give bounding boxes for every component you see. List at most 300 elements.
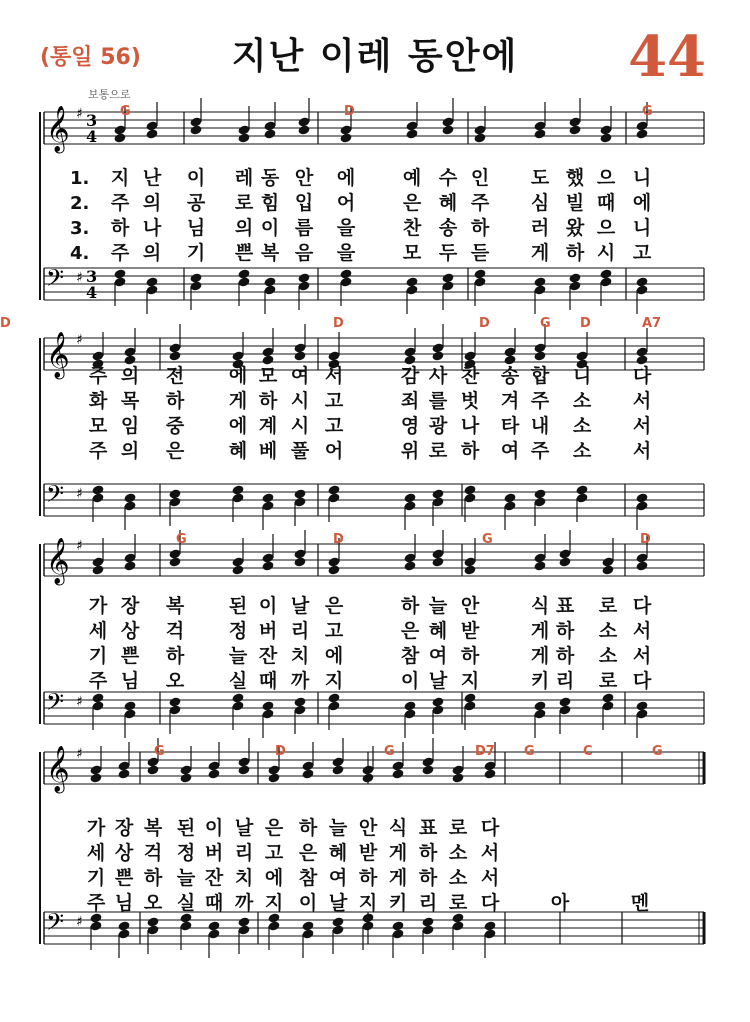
lyric-syllable: 복 [260,242,280,264]
lyric-syllable: 모 [402,242,422,264]
note-head [261,560,274,571]
lyric-syllable: 지 [358,892,378,914]
note-head [89,772,102,783]
note-head [441,124,454,135]
note-head [635,128,648,139]
bass-clef-icon: 𝄢 [46,264,65,297]
lyric-syllable: 된 [228,595,248,617]
chord-symbol: D [333,316,344,331]
lyric-syllable: 소 [448,842,468,864]
lyric-line-verse-2 [0,191,750,216]
lyric-syllable: 서 [632,440,652,462]
lyric-syllable: 동 [260,167,280,189]
lyric-syllable: 니 [572,365,592,387]
lyric-syllable: 까 [234,892,254,914]
lyric-syllable: 여 [500,440,520,462]
time-signature: 3 [86,111,98,130]
chord-symbol: D [344,104,355,119]
lyric-syllable: 서 [632,415,652,437]
lyric-syllable: 듣 [470,242,490,264]
note-head [207,768,220,779]
lyric-syllable: 복 [165,595,185,617]
lyric-syllable: 하 [110,217,130,239]
lyric-syllable: 식 [530,595,550,617]
note-head [301,768,314,779]
lyric-syllable: 를 [428,390,448,412]
note-head [431,556,444,567]
treble-clef-icon: 𝄞 [46,746,70,792]
note-head [601,564,614,575]
note-head [231,564,244,575]
lyric-syllable: 멘 [630,892,650,914]
lyric-syllable: 이 [400,670,420,692]
lyric-syllable: 날 [290,595,310,617]
note-head [189,124,202,135]
lyric-syllable: 시 [290,390,310,412]
lyric-line-verse-1 [0,816,750,841]
lyric-syllable: 하 [565,242,585,264]
lyric-syllable: 다 [480,892,500,914]
lyric-syllable: 의 [120,365,140,387]
lyric-syllable: 러 [530,217,550,239]
lyric-syllable: 난 [142,167,162,189]
lyric-syllable: 하 [358,867,378,889]
lyric-syllable: 전 [165,365,185,387]
lyric-syllable: 로 [598,595,618,617]
lyric-syllable: 하 [418,842,438,864]
lyric-syllable: 때 [204,892,224,914]
lyric-syllable: 치 [290,645,310,667]
note-head [463,564,476,575]
treble-clef-icon: 𝄞 [46,106,70,152]
note-head [483,768,496,779]
lyric-syllable: 리 [555,670,575,692]
chord-symbol: D [580,316,591,331]
lyric-syllable: 세 [88,620,108,642]
note-head [237,132,250,143]
bass-staff [44,688,704,738]
bass-staff [44,480,704,530]
lyric-syllable: 소 [572,440,592,462]
lyric-syllable: 으 [596,217,616,239]
verse-number: 3. [70,218,90,239]
note-head [293,556,306,567]
lyric-syllable: 중 [165,415,185,437]
lyric-syllable: 때 [258,670,278,692]
lyric-syllable: 에 [264,867,284,889]
note-head [391,768,404,779]
lyric-syllable: 하 [400,595,420,617]
lyric-syllable: 겨 [500,390,520,412]
lyric-syllable: 주 [470,192,490,214]
lyric-syllable: 벗 [460,390,480,412]
lyric-line-verse-1 [0,594,750,619]
lyric-syllable: 안 [358,817,378,839]
unified-hymn-number: (통일 56) [40,45,141,70]
treble-staff [44,530,704,586]
note-head [327,564,340,575]
lyric-syllable: 은 [298,842,318,864]
lyric-syllable: 고 [632,242,652,264]
lyric-syllable: 의 [142,242,162,264]
lyric-syllable: 정 [228,620,248,642]
lyric-syllable: 받 [358,842,378,864]
lyric-syllable: 빌 [565,192,585,214]
lyric-syllable: 두 [438,242,458,264]
lyric-syllable: 늘 [428,595,448,617]
lyric-line-verse-3 [0,866,750,891]
lyric-line-verse-3 [0,216,750,241]
lyric-syllable: 로 [448,817,468,839]
lyric-line-verse-3 [0,414,750,439]
lyric-syllable: 하 [165,645,185,667]
lyric-syllable: 혜 [228,440,248,462]
key-sharp-icon: ♯ [76,332,83,348]
lyric-syllable: 모 [258,365,278,387]
lyric-syllable: 하 [555,620,575,642]
verse-number: 4. [70,243,90,264]
lyric-syllable: 참 [400,645,420,667]
lyric-syllable: 내 [530,415,550,437]
lyric-syllable: 소 [448,867,468,889]
lyric-syllable: 실 [176,892,196,914]
bass-staff [44,264,704,314]
note-head [533,560,546,571]
lyric-syllable: 주 [88,670,108,692]
chord-symbol: G [642,104,653,119]
lyric-syllable: 하 [143,867,163,889]
lyric-syllable: 가 [86,817,106,839]
lyric-syllable: 힘 [260,192,280,214]
lyric-syllable: 주 [110,242,130,264]
lyric-syllable: 름 [294,217,314,239]
key-sharp-icon: ♯ [76,106,83,122]
lyric-syllable: 음 [294,242,314,264]
lyric-syllable: 참 [298,867,318,889]
note-head [533,128,546,139]
chord-symbol: D [479,316,490,331]
note-head [179,772,192,783]
lyric-syllable: 주 [530,440,550,462]
lyric-syllable: 서 [632,390,652,412]
note-head [568,124,581,135]
note-head [293,350,306,361]
lyric-syllable: 안 [460,595,480,617]
treble-clef-icon: 𝄞 [46,332,70,378]
lyric-syllable: 걱 [165,620,185,642]
lyric-syllable: 기 [186,242,206,264]
lyric-syllable: 은 [400,620,420,642]
lyric-syllable: 고 [324,390,344,412]
lyric-syllable: 나 [142,217,162,239]
lyric-syllable: 감 [400,365,420,387]
lyric-syllable: 기 [88,645,108,667]
lyric-syllable: 날 [428,670,448,692]
lyric-syllable: 공 [186,192,206,214]
lyric-syllable: 로 [598,670,618,692]
lyric-syllable: 송 [500,365,520,387]
note-head [123,560,136,571]
time-signature: 3 [86,267,98,286]
lyric-syllable: 게 [530,242,550,264]
note-head [558,556,571,567]
lyric-syllable: 하 [165,390,185,412]
lyric-syllable: 은 [264,817,284,839]
chord-symbol: G [154,744,165,759]
note-head [331,764,344,775]
lyric-syllable: 고 [324,620,344,642]
lyric-syllable: 다 [632,595,652,617]
note-head [113,132,126,143]
lyric-syllable: 의 [142,192,162,214]
bass-clef-icon: 𝄢 [46,908,65,941]
lyric-syllable: 주 [88,440,108,462]
lyric-syllable: 서 [632,645,652,667]
key-sharp-icon: ♯ [76,486,83,502]
key-sharp-icon: ♯ [76,694,83,710]
lyric-syllable: 상 [114,842,134,864]
lyric-syllable: 하 [470,217,490,239]
lyric-syllable: 화 [88,390,108,412]
lyric-syllable: 찬 [402,217,422,239]
lyric-syllable: 하 [418,867,438,889]
lyric-syllable: 늘 [328,817,348,839]
lyric-syllable: 늘 [176,867,196,889]
note-head [145,128,158,139]
chord-symbol: D [333,532,344,547]
key-sharp-icon: ♯ [76,538,83,554]
lyric-syllable: 레 [234,167,254,189]
lyric-line-verse-3 [0,644,750,669]
lyric-syllable: 계 [258,415,278,437]
lyric-syllable: 예 [402,167,422,189]
lyric-syllable: 잔 [258,645,278,667]
lyric-line-verse-2 [0,841,750,866]
lyric-syllable: 다 [632,670,652,692]
lyric-syllable: 혜 [438,192,458,214]
lyric-syllable: 지 [264,892,284,914]
lyric-syllable: 세 [86,842,106,864]
lyric-syllable: 식 [388,817,408,839]
key-sharp-icon: ♯ [76,746,83,762]
lyric-syllable: 어 [336,192,356,214]
lyric-syllable: 하 [258,390,278,412]
lyric-syllable: 정 [176,842,196,864]
lyric-syllable: 가 [88,595,108,617]
lyric-syllable: 기 [86,867,106,889]
lyric-syllable: 게 [530,620,550,642]
treble-clef-icon: 𝄞 [46,538,70,584]
lyric-syllable: 님 [114,892,134,914]
lyric-syllable: 에 [324,645,344,667]
lyric-syllable: 을 [336,242,356,264]
lyric-syllable: 풀 [290,440,310,462]
lyric-syllable: 타 [500,415,520,437]
note-head [168,556,181,567]
lyric-syllable: 다 [480,817,500,839]
lyric-syllable: 로 [234,192,254,214]
lyric-syllable: 지 [324,670,344,692]
lyric-syllable: 복 [143,817,163,839]
lyric-syllable: 걱 [143,842,163,864]
lyric-syllable: 주 [86,892,106,914]
lyric-syllable: 치 [234,867,254,889]
lyric-syllable: 입 [294,192,314,214]
lyric-syllable: 장 [114,817,134,839]
lyric-syllable: 된 [176,817,196,839]
hymn-number: 44 [628,24,706,90]
lyric-syllable: 주 [88,365,108,387]
lyric-syllable: 쁜 [114,867,134,889]
lyric-syllable: 여 [328,867,348,889]
lyric-line-verse-1 [0,364,750,389]
lyric-line-verse-2 [0,389,750,414]
chord-symbol: D [0,316,11,331]
lyric-syllable: 서 [480,867,500,889]
chord-symbol: G [524,744,535,759]
lyric-syllable: 고 [324,415,344,437]
lyric-syllable: 시 [290,415,310,437]
note-head [91,564,104,575]
lyric-syllable: 했 [565,167,585,189]
bass-clef-icon: 𝄢 [46,688,65,721]
lyric-syllable: 니 [632,217,652,239]
note-head [473,132,486,143]
lyric-syllable: 의 [120,440,140,462]
note-head [405,128,418,139]
lyric-syllable: 소 [572,415,592,437]
note-head [361,772,374,783]
lyric-syllable: 찬 [460,365,480,387]
lyric-syllable: 여 [290,365,310,387]
lyric-syllable: 이 [260,217,280,239]
lyric-syllable: 혜 [328,842,348,864]
lyric-syllable: 리 [418,892,438,914]
treble-staff [44,738,704,794]
lyric-syllable: 표 [555,595,575,617]
tempo-marking: 보통으로 [88,88,131,101]
lyric-syllable: 소 [598,620,618,642]
verse-number: 1. [70,168,90,189]
chord-symbol: G [652,744,663,759]
lyric-syllable: 은 [324,595,344,617]
lyric-syllable: 이 [204,817,224,839]
note-head [431,350,444,361]
note-head [599,132,612,143]
lyric-syllable: 이 [258,595,278,617]
lyric-syllable: 로 [428,440,448,462]
lyric-syllable: 안 [294,167,314,189]
lyric-syllable: 도 [530,167,550,189]
lyric-syllable: 로 [448,892,468,914]
chord-symbol: A7 [642,316,662,331]
lyric-syllable: 소 [572,390,592,412]
lyric-syllable: 표 [418,817,438,839]
lyric-syllable: 왔 [565,217,585,239]
lyric-syllable: 잔 [204,867,224,889]
lyric-syllable: 키 [388,892,408,914]
note-head [451,772,464,783]
lyric-syllable: 에 [228,365,248,387]
verse-number: 2. [70,193,90,214]
lyric-syllable: 주 [110,192,130,214]
lyric-syllable: 수 [438,167,458,189]
key-sharp-icon: ♯ [76,914,83,930]
lyric-syllable: 인 [470,167,490,189]
lyric-syllable: 까 [290,670,310,692]
lyric-syllable: 모 [88,415,108,437]
chord-symbol: C [583,744,593,759]
note-head [117,768,130,779]
lyric-syllable: 쁜 [234,242,254,264]
lyric-syllable: 고 [264,842,284,864]
lyric-syllable: 여 [428,645,448,667]
lyric-line-verse-4 [0,439,750,464]
note-head [267,772,280,783]
lyric-syllable: 장 [120,595,140,617]
key-sharp-icon: ♯ [76,270,83,286]
lyric-syllable: 버 [258,620,278,642]
lyric-syllable: 서 [632,620,652,642]
note-head [635,560,648,571]
treble-staff [44,98,704,154]
lyric-syllable: 하 [555,645,575,667]
lyric-syllable: 이 [298,892,318,914]
lyric-syllable: 실 [228,670,248,692]
lyric-syllable: 은 [165,440,185,462]
lyric-syllable: 버 [204,842,224,864]
lyric-syllable: 오 [143,892,163,914]
lyric-syllable: 사 [428,365,448,387]
lyric-syllable: 위 [400,440,420,462]
lyric-syllable: 날 [234,817,254,839]
chord-symbol: G [540,316,551,331]
lyric-syllable: 님 [186,217,206,239]
hymn-title: 지난 이레 동안에 [231,36,519,77]
lyric-syllable: 쁜 [120,645,140,667]
lyric-syllable: 이 [186,167,206,189]
note-head [263,128,276,139]
chord-symbol: G [384,744,395,759]
lyric-line-verse-2 [0,619,750,644]
lyric-syllable: 때 [596,192,616,214]
lyric-syllable: 합 [530,365,550,387]
note-head [297,124,310,135]
lyric-syllable: 하 [460,440,480,462]
lyric-syllable: 시 [596,242,616,264]
lyric-syllable: 은 [402,192,422,214]
lyric-syllable: 영 [400,415,420,437]
lyric-syllable: 게 [388,842,408,864]
note-head [168,350,181,361]
lyric-syllable: 리 [290,620,310,642]
lyric-syllable: 목 [120,390,140,412]
lyric-syllable: 니 [632,167,652,189]
note-head [403,560,416,571]
lyric-syllable: 게 [228,390,248,412]
chord-symbol: G [120,104,131,119]
lyric-syllable: 에 [228,415,248,437]
note-head [533,350,546,361]
lyric-syllable: 상 [120,620,140,642]
note-head [146,764,159,775]
lyric-syllable: 늘 [228,645,248,667]
lyric-line-verse-4 [0,241,750,266]
lyric-syllable: 주 [530,390,550,412]
lyric-syllable: 으 [596,167,616,189]
time-signature: 4 [86,283,98,302]
lyric-syllable: 날 [328,892,348,914]
